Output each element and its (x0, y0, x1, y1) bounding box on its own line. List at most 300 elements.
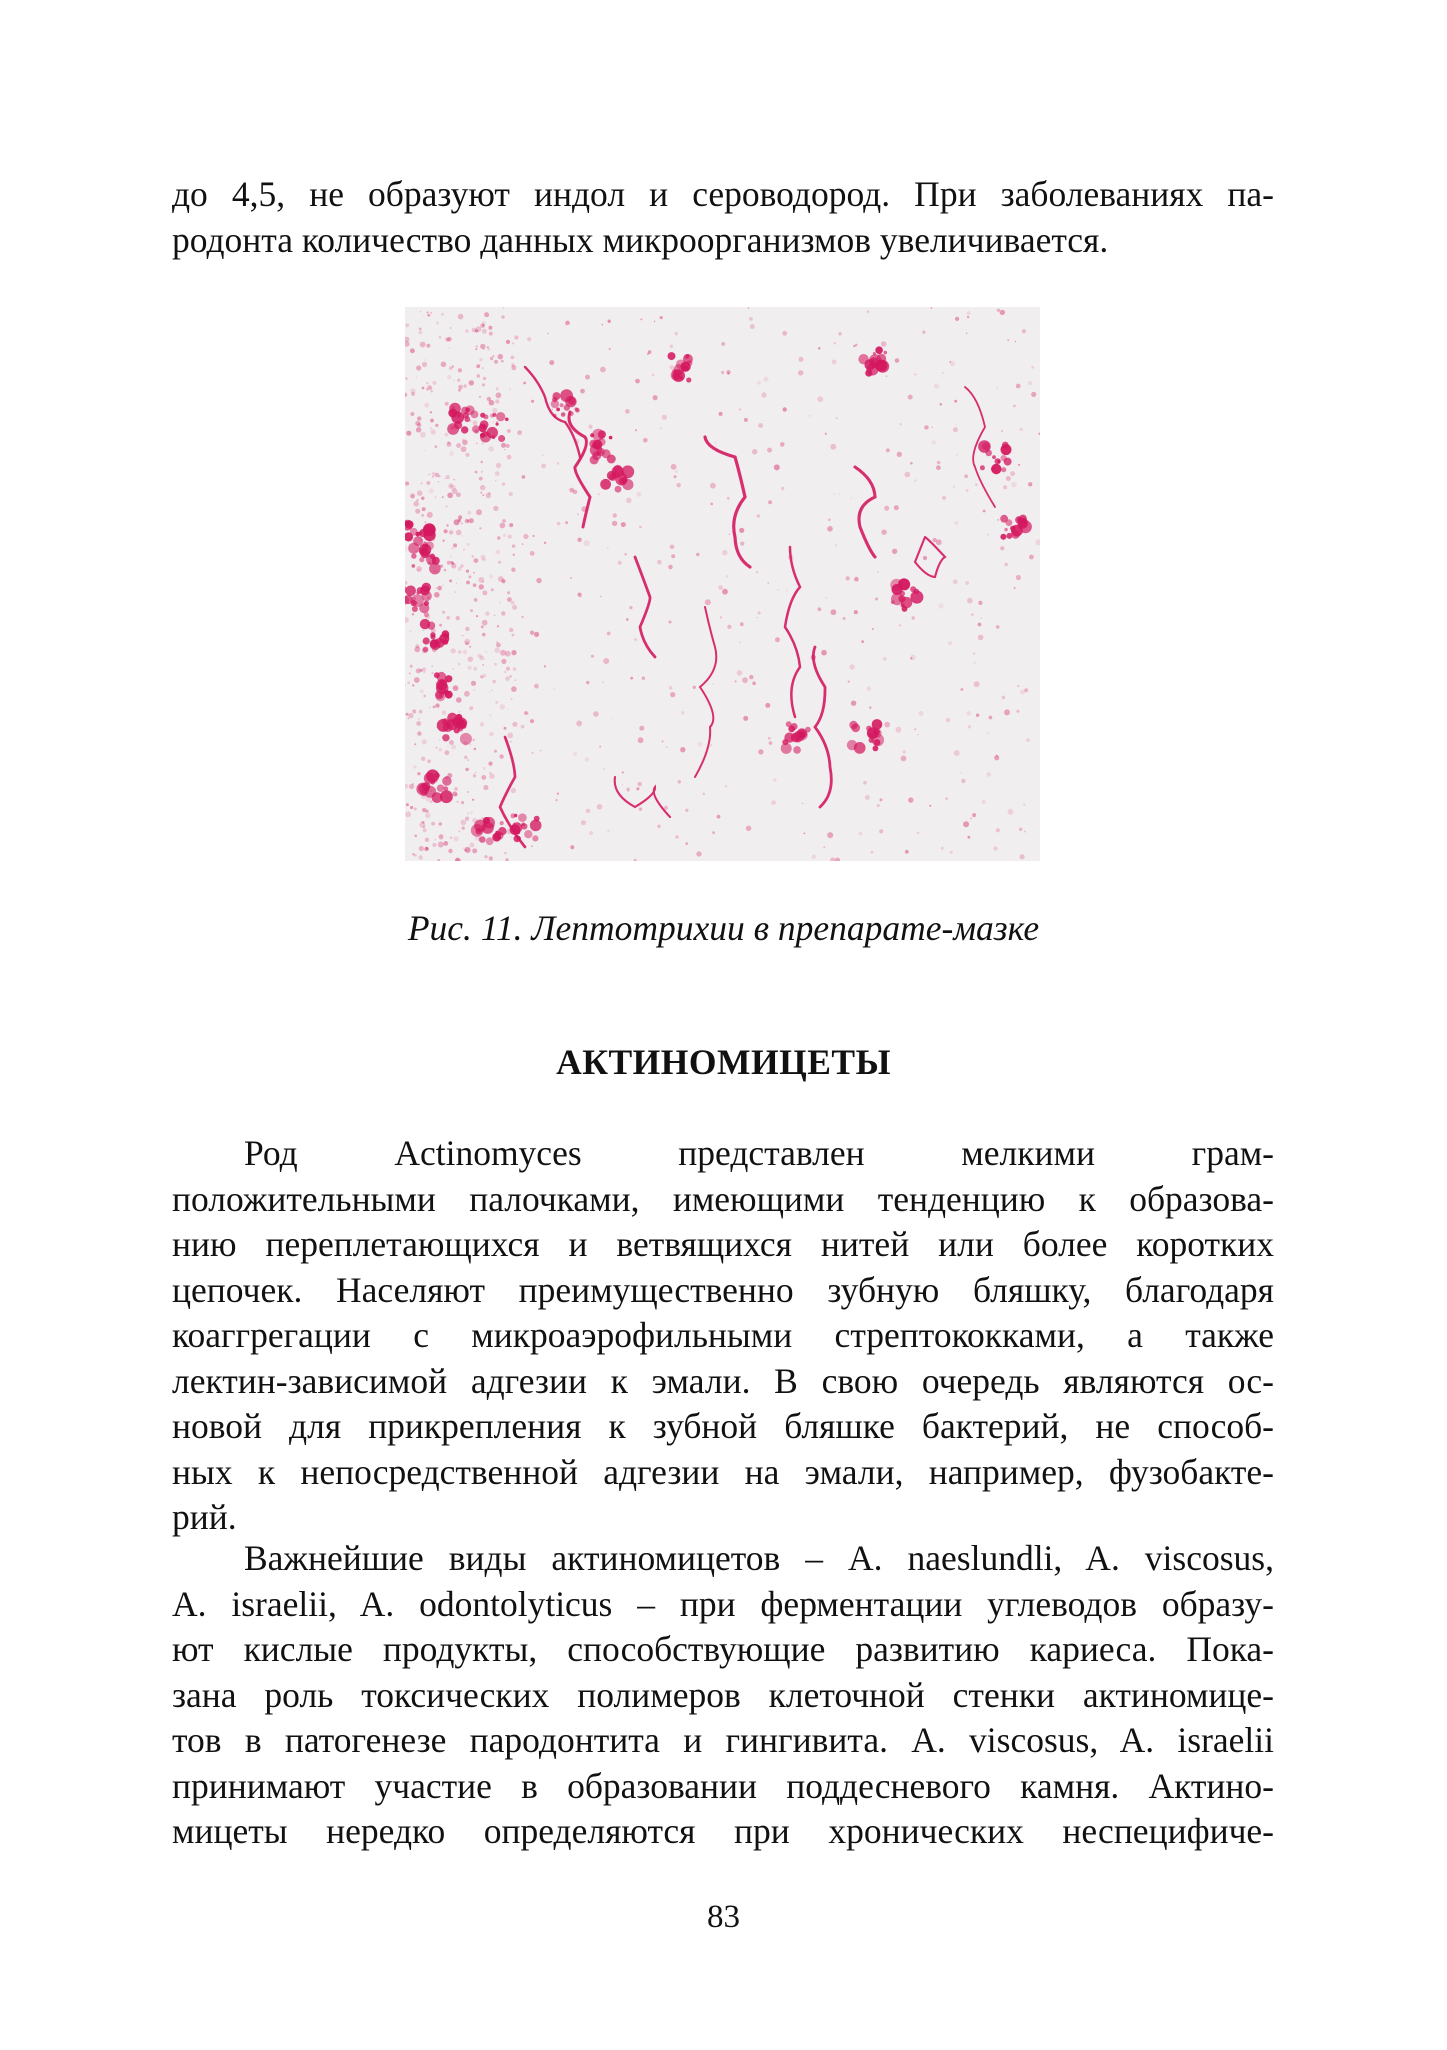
stain-speck (464, 849, 466, 851)
stain-speck (447, 375, 452, 380)
text-line: лектин-зависимой адгезии к эмали. В свою очередь являются ос- (172, 1360, 1274, 1401)
stain-speck (555, 799, 558, 802)
stain-speck (910, 462, 913, 465)
stain-speck (499, 602, 501, 604)
text-line: тов в патогенезе пародонтита и гингивита. A. viscosus, A. israelii (172, 1720, 1274, 1760)
stain-speck (459, 831, 460, 832)
stain-speck (896, 727, 902, 733)
stain-speck (508, 709, 509, 710)
stain-speck (956, 454, 958, 456)
stain-speck (458, 567, 462, 571)
stain-speck (489, 691, 490, 692)
stain-speck (451, 563, 456, 568)
stain-speck (987, 534, 989, 536)
stain-speck (435, 445, 438, 448)
stain-speck (494, 663, 497, 666)
stain-speck (526, 712, 529, 715)
stain-speck (850, 498, 851, 499)
stain-clump (890, 579, 902, 591)
stain-speck (967, 598, 973, 604)
stain-speck (908, 797, 913, 802)
stain-speck (419, 328, 422, 331)
stain-speck (435, 473, 440, 478)
stain-speck (530, 719, 534, 723)
stain-speck (781, 487, 784, 490)
stain-speck (758, 423, 763, 428)
stain-speck (532, 752, 534, 754)
stain-speck (522, 543, 524, 545)
stain-speck (430, 411, 432, 413)
stain-speck (481, 625, 484, 628)
stain-speck (530, 631, 534, 635)
stain-speck (419, 846, 424, 851)
stain-speck (466, 581, 470, 585)
stain-speck (427, 512, 433, 518)
stain-speck (917, 832, 920, 835)
stain-speck (899, 624, 901, 626)
stain-speck (445, 478, 447, 480)
stain-speck (422, 362, 427, 367)
stain-speck (476, 364, 480, 368)
stain-speck (726, 575, 728, 577)
stain-speck (458, 650, 461, 653)
stain-speck (591, 655, 594, 658)
stain-speck (727, 373, 729, 375)
stain-speck (719, 412, 723, 416)
stain-speck (494, 615, 496, 617)
stain-speck (496, 387, 499, 390)
stain-speck (474, 598, 478, 602)
stain-speck (489, 774, 494, 779)
stain-speck (634, 638, 637, 641)
stain-speck (457, 801, 459, 803)
smear-background (405, 307, 1040, 861)
stain-speck (997, 519, 999, 521)
stain-clump (411, 600, 417, 606)
stain-clump (686, 354, 689, 357)
stain-speck (469, 380, 474, 385)
stain-speck (422, 739, 427, 744)
stain-speck (507, 597, 512, 602)
stain-speck (960, 688, 963, 691)
stain-speck (932, 441, 936, 445)
stain-speck (410, 665, 413, 668)
stain-clump (430, 639, 441, 650)
stain-speck (718, 585, 723, 590)
stain-speck (768, 582, 769, 583)
stain-speck (749, 317, 753, 321)
stain-speck (715, 442, 716, 443)
stain-speck (510, 675, 512, 677)
stain-speck (470, 609, 473, 612)
stain-speck (854, 577, 859, 582)
text-line: родонта количество данных микроорганизмов увеличивается. (172, 219, 1109, 260)
stain-clump (668, 352, 676, 360)
stain-speck (997, 309, 1000, 312)
stain-speck (834, 342, 836, 344)
stain-speck (449, 451, 454, 456)
stain-clump (869, 357, 878, 366)
stain-clump (524, 830, 532, 838)
stain-speck (431, 665, 433, 667)
stain-speck (422, 315, 424, 317)
stain-clump (884, 351, 888, 355)
stain-speck (473, 572, 475, 574)
stain-speck (409, 630, 411, 632)
stain-clump (479, 836, 486, 843)
stain-speck (622, 771, 624, 773)
stain-speck (450, 837, 453, 840)
stain-speck (905, 850, 909, 854)
stain-speck (1011, 482, 1017, 488)
stain-speck (467, 791, 469, 793)
stain-clump (464, 416, 470, 422)
stain-speck (540, 750, 542, 752)
stain-speck (419, 710, 423, 714)
stain-speck (492, 408, 497, 413)
stain-speck (416, 365, 421, 370)
stain-speck (499, 754, 503, 758)
stain-speck (607, 632, 611, 636)
stain-speck (424, 521, 426, 523)
stain-speck (427, 760, 431, 764)
stain-speck (428, 386, 432, 390)
stain-speck (512, 605, 517, 610)
stain-speck (854, 610, 858, 614)
stain-speck (1000, 546, 1004, 550)
stain-speck (881, 530, 886, 535)
stain-speck (867, 311, 869, 313)
stain-speck (573, 752, 577, 756)
stain-clump (991, 464, 1001, 474)
stain-speck (756, 617, 757, 618)
stain-speck (1004, 709, 1010, 715)
stain-speck (743, 716, 748, 721)
stain-clump (437, 672, 447, 682)
stain-speck (461, 522, 463, 524)
stain-speck (417, 772, 420, 775)
stain-speck (851, 701, 856, 706)
stain-speck (1008, 809, 1014, 815)
stain-clump (686, 377, 691, 382)
stain-speck (735, 680, 737, 682)
stain-speck (654, 321, 655, 322)
stain-speck (607, 547, 609, 549)
stain-speck (696, 851, 701, 856)
stain-speck (740, 542, 744, 546)
stain-speck (473, 583, 477, 587)
stain-speck (484, 855, 487, 858)
stain-speck (970, 818, 972, 820)
stain-speck (441, 313, 444, 316)
stain-speck (639, 526, 642, 529)
stain-speck (476, 443, 477, 444)
stain-speck (531, 845, 533, 847)
stain-speck (414, 835, 417, 838)
stain-speck (434, 839, 436, 841)
stain-speck (482, 383, 485, 386)
stain-speck (639, 726, 644, 731)
stain-speck (748, 307, 750, 309)
stain-speck (405, 323, 409, 327)
stain-speck (835, 544, 838, 547)
stain-speck (680, 747, 685, 752)
stain-clump (417, 587, 424, 594)
stain-speck (611, 718, 612, 719)
stain-speck (570, 577, 572, 579)
stain-speck (503, 534, 506, 537)
stain-speck (489, 772, 491, 774)
stain-speck (430, 801, 432, 803)
stain-speck (479, 656, 484, 661)
stain-speck (867, 686, 872, 691)
stain-speck (444, 569, 447, 572)
stain-speck (677, 483, 681, 487)
stain-speck (565, 521, 568, 524)
stain-speck (758, 612, 761, 615)
stain-speck (670, 692, 675, 697)
stain-speck (1018, 464, 1020, 466)
stain-clump (868, 733, 873, 738)
stain-speck (507, 733, 513, 739)
stain-speck (629, 606, 632, 609)
stain-speck (465, 329, 468, 332)
stain-speck (489, 732, 493, 736)
stain-speck (961, 779, 965, 783)
stain-speck (472, 848, 477, 853)
stain-speck (497, 625, 499, 627)
stain-clump (492, 413, 496, 417)
stain-speck (710, 503, 713, 506)
stain-speck (929, 805, 931, 807)
stain-speck (960, 772, 962, 774)
stain-speck (489, 400, 495, 406)
stain-speck (435, 424, 438, 427)
stain-speck (674, 475, 677, 478)
stain-speck (865, 795, 870, 800)
stain-speck (432, 843, 436, 847)
stain-speck (1006, 476, 1011, 481)
stain-speck (464, 756, 468, 760)
stain-speck (662, 740, 664, 742)
stain-speck (417, 569, 421, 573)
stain-speck (881, 341, 887, 347)
stain-speck (451, 648, 456, 653)
stain-speck (974, 681, 980, 687)
stain-speck (432, 476, 434, 478)
stain-speck (434, 592, 440, 598)
stain-speck (504, 852, 505, 853)
stain-speck (480, 675, 483, 678)
stain-speck (877, 804, 880, 807)
stain-speck (880, 798, 883, 801)
stain-speck (544, 542, 546, 544)
stain-speck (496, 392, 502, 398)
stain-speck (923, 556, 927, 560)
stain-speck (637, 492, 642, 497)
stain-speck (580, 389, 585, 394)
stain-speck (465, 817, 469, 821)
stain-speck (872, 628, 874, 630)
stain-speck (638, 782, 642, 786)
stain-speck (905, 472, 911, 478)
stain-speck (449, 530, 454, 535)
stain-clump (471, 824, 484, 837)
stain-speck (469, 706, 473, 710)
stain-speck (470, 843, 475, 848)
stain-speck (953, 486, 955, 488)
stain-speck (498, 561, 501, 564)
stain-speck (410, 494, 415, 499)
stain-clump (498, 435, 505, 442)
stain-clump (437, 719, 450, 732)
stain-speck (859, 832, 863, 836)
stain-clump (480, 420, 489, 429)
stain-speck (843, 617, 846, 620)
stain-speck (501, 443, 506, 448)
stain-speck (481, 775, 486, 780)
stain-speck (482, 329, 487, 334)
stain-speck (479, 584, 484, 589)
stain-speck (942, 372, 944, 374)
stain-clump (411, 553, 416, 558)
stain-speck (410, 348, 415, 353)
stain-speck (504, 449, 505, 450)
stain-clump (445, 675, 452, 682)
stain-speck (416, 668, 421, 673)
stain-speck (427, 311, 429, 313)
stain-clump (511, 813, 516, 818)
stain-clump (449, 403, 461, 415)
stain-speck (924, 425, 928, 429)
stain-speck (767, 448, 772, 453)
stain-speck (426, 344, 430, 348)
stain-clump (621, 465, 634, 478)
stain-speck (414, 677, 420, 683)
stain-speck (488, 492, 491, 495)
stain-speck (1001, 430, 1003, 432)
stain-speck (786, 590, 787, 591)
stain-speck (749, 675, 753, 679)
stain-speck (430, 312, 432, 314)
stain-speck (577, 538, 581, 542)
stain-speck (636, 787, 639, 790)
stain-speck (975, 483, 978, 486)
stain-speck (917, 734, 919, 736)
stain-speck (966, 332, 968, 334)
stain-speck (488, 446, 494, 452)
stain-speck (569, 488, 574, 493)
stain-speck (446, 524, 448, 526)
stain-speck (416, 499, 418, 501)
stain-clump (985, 450, 992, 457)
stain-clump (600, 479, 611, 490)
stain-speck (426, 481, 430, 485)
stain-clump (847, 740, 857, 750)
stain-speck (464, 691, 470, 697)
stain-speck (436, 587, 437, 588)
stain-speck (544, 665, 546, 667)
stain-speck (445, 402, 449, 406)
stain-speck (473, 667, 477, 671)
stain-speck (437, 586, 442, 591)
stain-speck (914, 373, 916, 375)
stain-speck (675, 835, 678, 838)
stain-speck (607, 830, 610, 833)
stain-speck (942, 496, 946, 500)
stain-speck (465, 768, 468, 771)
stain-speck (410, 806, 413, 809)
stain-speck (976, 714, 979, 717)
stain-speck (415, 509, 420, 514)
stain-speck (458, 368, 462, 372)
stain-speck (471, 681, 476, 686)
stain-speck (783, 407, 787, 411)
stain-speck (511, 698, 513, 700)
stain-speck (662, 415, 667, 420)
stain-speck (422, 667, 426, 671)
stain-speck (435, 703, 439, 707)
stain-speck (1031, 366, 1034, 369)
stain-speck (642, 677, 645, 680)
stain-speck (908, 395, 913, 400)
stain-speck (966, 311, 970, 315)
stain-speck (798, 370, 803, 375)
stain-speck (756, 571, 758, 573)
stain-speck (721, 371, 724, 374)
stain-speck (488, 326, 492, 330)
stain-speck (482, 590, 487, 595)
stain-speck (414, 808, 417, 811)
stain-speck (950, 851, 953, 854)
stain-speck (1016, 710, 1019, 713)
stain-speck (473, 421, 478, 426)
stain-clump (412, 564, 416, 568)
stain-speck (894, 505, 899, 510)
stain-speck (480, 722, 484, 726)
stain-speck (557, 793, 559, 795)
stain-speck (936, 539, 942, 545)
stain-speck (447, 337, 452, 342)
stain-speck (429, 707, 430, 708)
stain-speck (511, 650, 516, 655)
stain-speck (752, 449, 758, 455)
stain-clump (423, 637, 430, 644)
stain-speck (482, 558, 486, 562)
stain-clump (426, 555, 436, 565)
stain-clump (419, 557, 424, 562)
stain-speck (802, 803, 804, 805)
stain-speck (603, 658, 609, 664)
stain-speck (828, 519, 831, 522)
stain-speck (668, 565, 673, 570)
stain-clump (590, 433, 594, 437)
stain-speck (932, 427, 933, 428)
stain-speck (934, 383, 939, 388)
stain-speck (502, 483, 505, 486)
stain-clump (1004, 528, 1007, 531)
stain-speck (557, 462, 559, 464)
stain-speck (1016, 575, 1021, 580)
stain-speck (469, 518, 474, 523)
stain-speck (557, 522, 561, 526)
stain-speck (424, 403, 429, 408)
stain-speck (982, 800, 986, 804)
stain-clump (518, 813, 527, 822)
stain-clump (492, 435, 496, 439)
stain-speck (884, 506, 889, 511)
stain-speck (475, 348, 477, 350)
